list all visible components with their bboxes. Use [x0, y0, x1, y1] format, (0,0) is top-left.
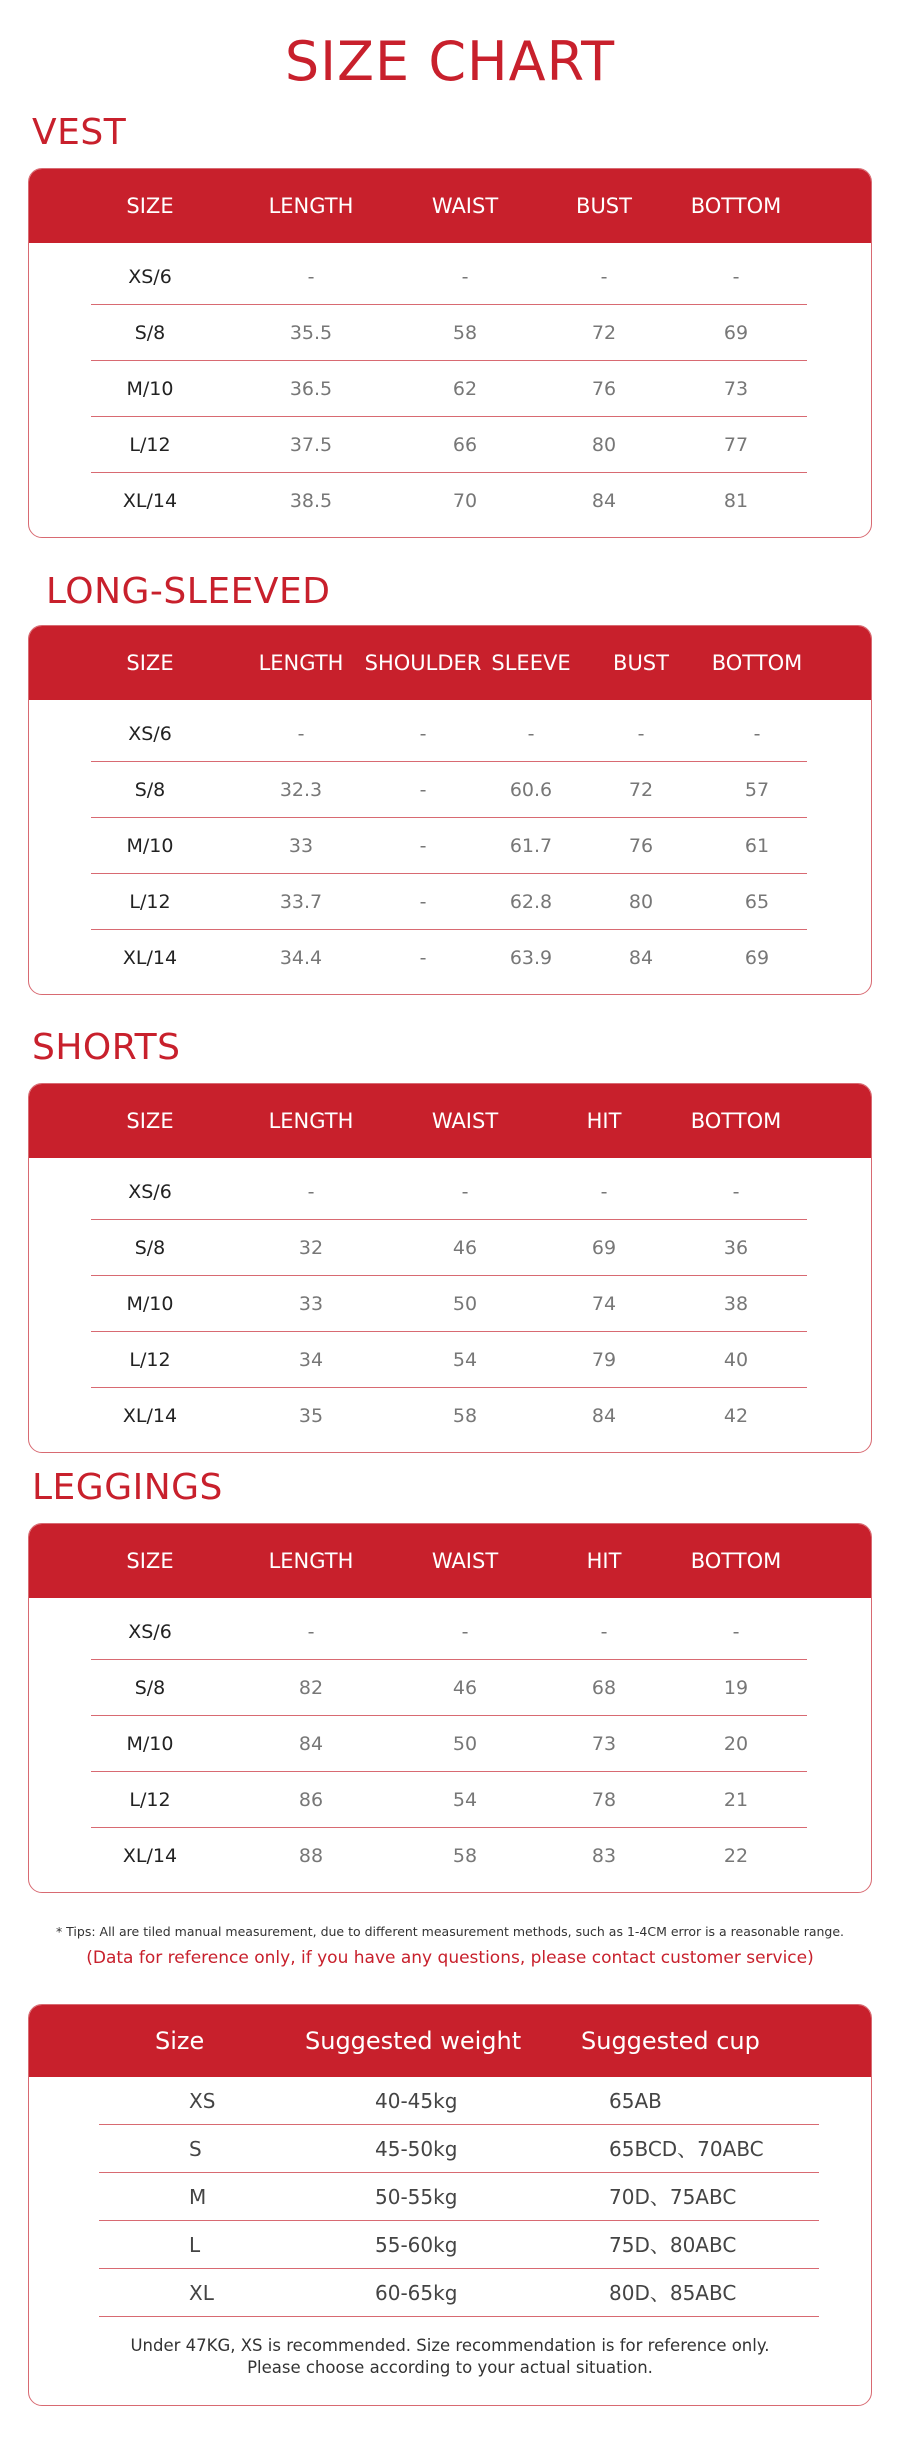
- measurement-cell: -: [419, 835, 427, 857]
- rec-weight: 60-65kg: [375, 2281, 458, 2305]
- measurement-cell: -: [419, 947, 427, 969]
- table-row: [29, 473, 871, 529]
- measurement-cell: 42: [723, 1405, 749, 1427]
- measurement-cell: 79: [591, 1349, 617, 1371]
- measurement-cell: -: [461, 266, 469, 288]
- table-row: [29, 706, 871, 762]
- measurement-cell: 38.5: [289, 490, 333, 512]
- recommendation-row: [29, 2221, 871, 2269]
- size-label: S/8: [134, 1237, 166, 1259]
- measurement-cell: -: [527, 723, 535, 745]
- table-header: [29, 1084, 871, 1158]
- column-header-size: SIZE: [126, 1549, 174, 1573]
- rec-weight: 40-45kg: [375, 2089, 458, 2113]
- measurement-cell: 58: [452, 322, 478, 344]
- size-label: XL/14: [122, 490, 178, 512]
- measurement-cell: 46: [452, 1237, 478, 1259]
- measurement-cell: 73: [591, 1733, 617, 1755]
- measurement-cell: 54: [452, 1789, 478, 1811]
- measurement-cell: 84: [298, 1733, 324, 1755]
- measurement-cell: -: [637, 723, 645, 745]
- measurement-cell: 60.6: [509, 779, 553, 801]
- measurement-cell: -: [419, 891, 427, 913]
- rec-size: XS: [189, 2089, 216, 2113]
- measurement-cell: -: [307, 1181, 315, 1203]
- column-header-shoulder: SHOULDER: [364, 651, 482, 675]
- measurement-cell: -: [461, 1621, 469, 1643]
- recommendation-row: [29, 2077, 871, 2125]
- measurement-cell: 69: [591, 1237, 617, 1259]
- measurement-cell: 34: [298, 1349, 324, 1371]
- size-label: XL/14: [122, 947, 178, 969]
- column-header-length: LENGTH: [268, 194, 354, 218]
- column-header-size: SIZE: [126, 194, 174, 218]
- rec-cup: 80D、85ABC: [609, 2281, 737, 2305]
- rec-size: L: [189, 2233, 201, 2257]
- measurement-cell: 20: [723, 1733, 749, 1755]
- table-row: [29, 762, 871, 818]
- measurement-cell: 33.7: [279, 891, 323, 913]
- size-label: L/12: [129, 1789, 171, 1811]
- column-header-bottom: BOTTOM: [690, 1549, 782, 1573]
- table-row: [29, 1164, 871, 1220]
- measurement-cell: 78: [591, 1789, 617, 1811]
- measurement-cell: 22: [723, 1845, 749, 1867]
- measurement-cell: 36: [723, 1237, 749, 1259]
- measurement-cell: 84: [591, 490, 617, 512]
- measurement-cell: 34.4: [279, 947, 323, 969]
- rec-header-cup: Suggested cup: [581, 2027, 760, 2055]
- table-row: [29, 1276, 871, 1332]
- measurement-cell: -: [307, 1621, 315, 1643]
- measurement-cell: 62: [452, 378, 478, 400]
- column-header-sleeve: SLEEVE: [491, 651, 571, 675]
- table-row: [29, 874, 871, 930]
- table-row: [29, 1388, 871, 1444]
- column-header-waist: WAIST: [431, 1549, 499, 1573]
- measurement-cell: 70: [452, 490, 478, 512]
- table-row: [29, 1716, 871, 1772]
- size-label: M/10: [126, 1733, 174, 1755]
- size-label: M/10: [126, 1293, 174, 1315]
- size-table-leggings: [28, 1523, 872, 1893]
- recommendation-footer-2: Please choose according to your actual situation.: [247, 2358, 653, 2377]
- measurement-cell: 19: [723, 1677, 749, 1699]
- measurement-cell: 58: [452, 1405, 478, 1427]
- rec-size: S: [189, 2137, 202, 2161]
- rec-header-weight: Suggested weight: [305, 2027, 522, 2055]
- column-header-bottom: BOTTOM: [690, 1109, 782, 1133]
- measurement-cell: 80: [591, 434, 617, 456]
- recommendation-header: [29, 2005, 871, 2077]
- measurement-cell: -: [732, 1181, 740, 1203]
- measurement-cell: 84: [591, 1405, 617, 1427]
- table-row: [29, 818, 871, 874]
- size-label: L/12: [129, 891, 171, 913]
- tips-text: * Tips: All are tiled manual measurement, due to different measurement methods, such as 1-4CM error is a reasonable range.: [55, 1924, 845, 1939]
- rec-cup: 65AB: [609, 2089, 662, 2113]
- measurement-cell: 86: [298, 1789, 324, 1811]
- measurement-cell: -: [600, 266, 608, 288]
- size-label: XS/6: [128, 1181, 172, 1203]
- column-header-size: SIZE: [126, 651, 174, 675]
- measurement-cell: 69: [723, 322, 749, 344]
- measurement-cell: 32: [298, 1237, 324, 1259]
- measurement-cell: 40: [723, 1349, 749, 1371]
- measurement-cell: -: [732, 1621, 740, 1643]
- rec-cup: 65BCD、70ABC: [609, 2137, 764, 2161]
- column-header-bottom: BOTTOM: [690, 194, 782, 218]
- measurement-cell: 82: [298, 1677, 324, 1699]
- measurement-cell: 35.5: [289, 322, 333, 344]
- measurement-cell: 72: [628, 779, 654, 801]
- measurement-cell: 66: [452, 434, 478, 456]
- table-header: [29, 626, 871, 700]
- rec-size: M: [189, 2185, 207, 2209]
- measurement-cell: 63.9: [509, 947, 553, 969]
- measurement-cell: -: [753, 723, 761, 745]
- column-header-bust: BUST: [576, 194, 632, 218]
- table-row: [29, 1220, 871, 1276]
- rec-size: XL: [189, 2281, 214, 2305]
- recommendation-table: [28, 2004, 872, 2406]
- column-header-length: LENGTH: [268, 1109, 354, 1133]
- table-row: [29, 249, 871, 305]
- measurement-cell: -: [461, 1181, 469, 1203]
- measurement-cell: 38: [723, 1293, 749, 1315]
- measurement-cell: 74: [591, 1293, 617, 1315]
- size-label: M/10: [126, 378, 174, 400]
- measurement-cell: 76: [628, 835, 654, 857]
- table-row: [29, 305, 871, 361]
- recommendation-row: [29, 2173, 871, 2221]
- size-table-shorts: [28, 1083, 872, 1453]
- measurement-cell: 77: [723, 434, 749, 456]
- measurement-cell: 50: [452, 1293, 478, 1315]
- size-label: S/8: [134, 1677, 166, 1699]
- measurement-cell: 73: [723, 378, 749, 400]
- section-title-long-sleeved: LONG-SLEEVED: [46, 571, 331, 612]
- measurement-cell: 57: [744, 779, 770, 801]
- rec-cup: 75D、80ABC: [609, 2233, 737, 2257]
- measurement-cell: 83: [591, 1845, 617, 1867]
- measurement-cell: 88: [298, 1845, 324, 1867]
- column-header-hit: HIT: [586, 1549, 622, 1573]
- measurement-cell: -: [732, 266, 740, 288]
- measurement-cell: 36.5: [289, 378, 333, 400]
- size-label: S/8: [134, 322, 166, 344]
- rec-weight: 55-60kg: [375, 2233, 458, 2257]
- table-row: [29, 930, 871, 986]
- column-header-hit: HIT: [586, 1109, 622, 1133]
- measurement-cell: 35: [298, 1405, 324, 1427]
- section-title-vest: VEST: [32, 112, 127, 153]
- size-label: L/12: [129, 1349, 171, 1371]
- size-label: XS/6: [128, 1621, 172, 1643]
- measurement-cell: 76: [591, 378, 617, 400]
- measurement-cell: 58: [452, 1845, 478, 1867]
- measurement-cell: 21: [723, 1789, 749, 1811]
- rec-weight: 50-55kg: [375, 2185, 458, 2209]
- measurement-cell: 61.7: [509, 835, 553, 857]
- page-title: SIZE CHART: [284, 30, 616, 93]
- measurement-cell: 62.8: [509, 891, 553, 913]
- measurement-cell: 81: [723, 490, 749, 512]
- column-header-length: LENGTH: [268, 1549, 354, 1573]
- measurement-cell: 65: [744, 891, 770, 913]
- row-divider: [99, 2316, 819, 2317]
- table-header: [29, 1524, 871, 1598]
- measurement-cell: 33: [298, 1293, 324, 1315]
- table-header: [29, 169, 871, 243]
- size-table-long-sleeved: [28, 625, 872, 995]
- table-row: [29, 1332, 871, 1388]
- recommendation-footer-1: Under 47KG, XS is recommended. Size recommendation is for reference only.: [130, 2336, 770, 2355]
- rec-cup: 70D、75ABC: [609, 2185, 737, 2209]
- size-label: L/12: [129, 434, 171, 456]
- rec-weight: 45-50kg: [375, 2137, 458, 2161]
- table-row: [29, 1660, 871, 1716]
- column-header-bust: BUST: [613, 651, 669, 675]
- column-header-waist: WAIST: [431, 1109, 499, 1133]
- measurement-cell: -: [600, 1621, 608, 1643]
- column-header-bottom: BOTTOM: [711, 651, 803, 675]
- measurement-cell: 84: [628, 947, 654, 969]
- measurement-cell: 80: [628, 891, 654, 913]
- recommendation-row: [29, 2269, 871, 2317]
- size-table-vest: [28, 168, 872, 538]
- measurement-cell: 33: [288, 835, 314, 857]
- size-label: XS/6: [128, 266, 172, 288]
- measurement-cell: -: [419, 723, 427, 745]
- size-label: S/8: [134, 779, 166, 801]
- column-header-waist: WAIST: [431, 194, 499, 218]
- measurement-cell: 69: [744, 947, 770, 969]
- measurement-cell: 54: [452, 1349, 478, 1371]
- recommendation-row: [29, 2125, 871, 2173]
- measurement-cell: 46: [452, 1677, 478, 1699]
- measurement-cell: 37.5: [289, 434, 333, 456]
- section-title-shorts: SHORTS: [32, 1027, 181, 1068]
- measurement-cell: 50: [452, 1733, 478, 1755]
- rec-header-size: Size: [155, 2027, 205, 2055]
- measurement-cell: -: [297, 723, 305, 745]
- size-label: M/10: [126, 835, 174, 857]
- measurement-cell: -: [600, 1181, 608, 1203]
- measurement-cell: 32.3: [279, 779, 323, 801]
- table-row: [29, 1828, 871, 1884]
- measurement-cell: 68: [591, 1677, 617, 1699]
- size-label: XL/14: [122, 1845, 178, 1867]
- measurement-cell: -: [419, 779, 427, 801]
- measurement-cell: -: [307, 266, 315, 288]
- table-row: [29, 417, 871, 473]
- measurement-cell: 61: [744, 835, 770, 857]
- section-title-leggings: LEGGINGS: [32, 1467, 223, 1508]
- column-header-length: LENGTH: [258, 651, 344, 675]
- reference-note: (Data for reference only, if you have any questions, please contact customer service): [86, 1948, 814, 1968]
- table-row: [29, 361, 871, 417]
- column-header-size: SIZE: [126, 1109, 174, 1133]
- size-label: XS/6: [128, 723, 172, 745]
- table-row: [29, 1604, 871, 1660]
- table-row: [29, 1772, 871, 1828]
- measurement-cell: 72: [591, 322, 617, 344]
- size-label: XL/14: [122, 1405, 178, 1427]
